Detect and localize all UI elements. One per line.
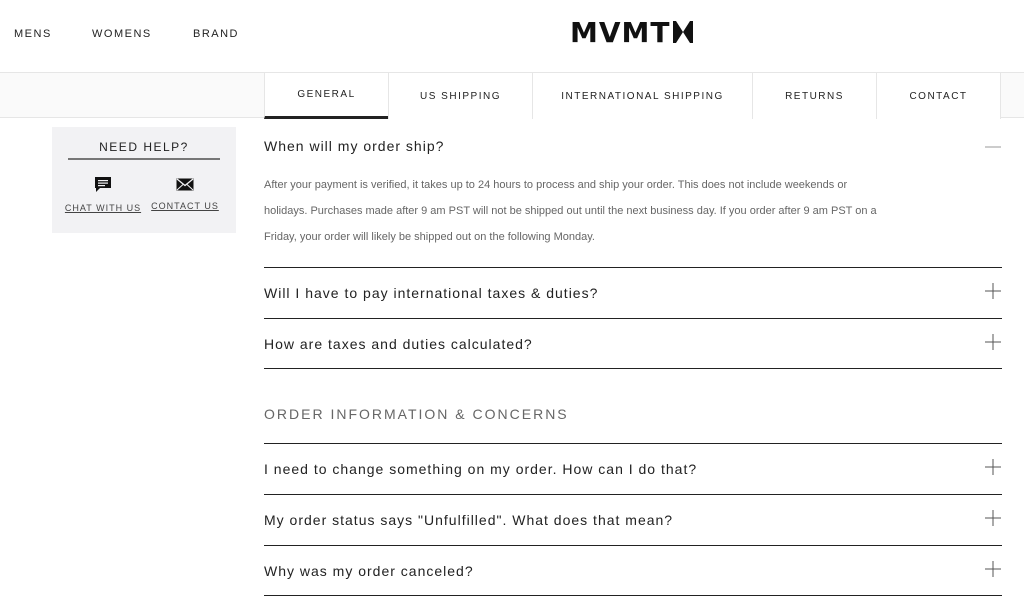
logo[interactable] <box>570 16 693 48</box>
plus-icon[interactable] <box>984 560 1002 578</box>
plus-icon[interactable] <box>984 333 1002 351</box>
faq-question-change-order[interactable] <box>264 443 1002 493</box>
nav-mens[interactable]: MENS <box>14 28 52 40</box>
faq-question-unfulfilled[interactable] <box>264 494 1002 544</box>
chat-bubble-icon <box>94 176 112 193</box>
faq-question-text: How are taxes and duties calculated? <box>264 336 533 352</box>
faq-question-canceled[interactable] <box>264 545 1002 595</box>
faq-question-text: Will I have to pay international taxes & duties? <box>264 285 599 301</box>
plus-icon[interactable] <box>984 458 1002 476</box>
plus-icon[interactable] <box>984 282 1002 300</box>
faq-question-text: When will my order ship? <box>264 138 445 154</box>
chat-with-us-label: CHAT WITH US <box>64 203 142 213</box>
tab-general[interactable]: GENERAL <box>264 73 388 119</box>
nav-brand[interactable]: BRAND <box>193 28 240 40</box>
need-help-title: NEED HELP? <box>68 140 220 160</box>
faq-question-order-ship[interactable] <box>264 126 1002 176</box>
faq-question-text: Why was my order canceled? <box>264 563 474 579</box>
faq-divider <box>264 368 1002 369</box>
logo-text: MVMT <box>570 15 671 49</box>
faq-answer-text: After your payment is verified, it takes up to 24 hours to process and ship your order. This does not include weekends or holidays. Purchases made after 9 am PST will not be shipped out until the next business day. If you order after 9 am PST on a Friday, your order will likely be shipped out on the following Monday. <box>264 179 877 243</box>
logo-mark-icon <box>673 21 693 43</box>
envelope-icon <box>176 178 194 191</box>
tab-international-shipping[interactable]: INTERNATIONAL SHIPPING <box>532 73 752 119</box>
faq-tab-bar <box>0 72 1024 118</box>
minus-icon[interactable] <box>984 138 1002 156</box>
tab-returns[interactable]: RETURNS <box>752 73 876 119</box>
plus-icon[interactable] <box>984 509 1002 527</box>
faq-question-taxes-duties[interactable] <box>264 267 1002 317</box>
faq-question-text: My order status says "Unfulfilled". What does that mean? <box>264 512 674 528</box>
faq-question-text: I need to change something on my order. How can I do that? <box>264 461 698 477</box>
nav-womens[interactable]: WOMENS <box>92 28 152 40</box>
section-heading: ORDER INFORMATION & CONCERNS <box>264 406 569 422</box>
site-header <box>0 0 1024 72</box>
contact-us-link[interactable] <box>148 176 222 214</box>
tab-us-shipping[interactable]: US SHIPPING <box>388 73 532 119</box>
chat-with-us-link[interactable] <box>64 176 142 216</box>
need-help-panel <box>52 127 236 233</box>
faq-question-taxes-calculated[interactable] <box>264 318 1002 368</box>
faq-divider <box>264 595 1002 596</box>
tab-contact[interactable]: CONTACT <box>876 73 1001 119</box>
contact-us-label: CONTACT US <box>151 201 219 211</box>
